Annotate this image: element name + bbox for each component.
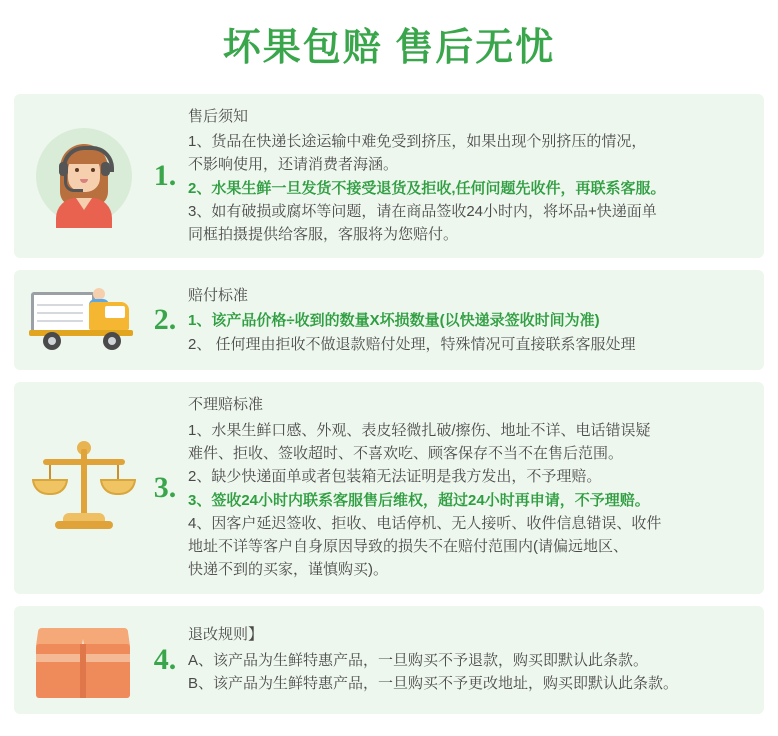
- section-line: 2、 任何理由拒收不做退款赔付处理，特殊情况可直接联系客服处理: [188, 335, 636, 353]
- section-line-highlight: 3、签收24小时内联系客服售后维权，超过24小时再申请，不予理赔。: [188, 491, 650, 509]
- section-text: [186, 394, 750, 581]
- section-number: [144, 106, 186, 247]
- section-number: [144, 618, 186, 702]
- section-line: 不影响使用，还请消费者海涵。: [188, 156, 399, 174]
- section-line: 2、缺少快递面单或者包装箱无法证明是我方发出，不予理赔。: [188, 468, 602, 486]
- section-after-sales-notice: [14, 94, 764, 259]
- section-heading: 赔付标准: [188, 286, 249, 304]
- section-number-label: 4.: [153, 642, 177, 676]
- section-line: 地址不详等客户自身原因导致的损失不在赔付范围内(请偏远地区、: [188, 538, 628, 556]
- section-line-highlight: 2、水果生鲜一旦发货不接受退货及拒收,任何问题先收件，再联系客服。: [188, 179, 666, 197]
- section-line: B、该产品为生鲜特惠产品，一旦购买不予更改地址，购买即默认此条款。: [188, 674, 679, 692]
- scales-balance-icon: [24, 394, 144, 581]
- section-text: [186, 106, 750, 247]
- page-title: 坏果包赔 售后无忧: [222, 27, 556, 69]
- section-non-claim-standard: [14, 382, 764, 593]
- section-return-change-rules: [14, 606, 764, 714]
- section-line: 同框拍摄提供给客服，客服将为您赔付。: [188, 226, 459, 244]
- section-line: A、该产品为生鲜特惠产品，一旦购买不予退款，购买即默认此条款。: [188, 651, 649, 669]
- section-text: [186, 282, 750, 358]
- section-number: [144, 394, 186, 581]
- section-heading: 不理赔标准: [188, 396, 264, 414]
- section-line-highlight: 1、该产品价格÷收到的数量X坏损数量(以快递录签收时间为准): [188, 312, 600, 330]
- section-heading: 售后须知: [188, 107, 249, 125]
- section-text: [186, 618, 750, 702]
- carton-box-icon: [24, 618, 144, 702]
- section-line: 快递不到的买家，谨慎购买)。: [188, 561, 388, 579]
- headset-operator-icon: [24, 106, 144, 247]
- section-number: [144, 282, 186, 358]
- section-number-label: 3.: [153, 470, 177, 504]
- section-heading: 退改规则】: [188, 626, 264, 644]
- section-line: 难件、拒收、签收超时、不喜欢吃、顾客保存不当不在售后范围。: [188, 445, 624, 463]
- delivery-truck-icon: [24, 282, 144, 358]
- section-number-label: 2.: [153, 303, 177, 337]
- section-number-label: 1.: [153, 158, 177, 192]
- section-line: 1、货品在快递长途运输中难免受到挤压，如果出现个别挤压的情况，: [188, 133, 647, 151]
- section-line: 3、如有破损或腐坏等问题，请在商品签收24小时内，将坏品+快递面单: [188, 202, 657, 220]
- section-line: 1、水果生鲜口感、外观、表皮轻微扎破/擦伤、地址不详、电话错误疑: [188, 421, 651, 439]
- section-compensation-standard: [14, 270, 764, 370]
- section-line: 4、因客户延迟签收、拒收、电话停机、无人接听、收件信息错误、收件: [188, 514, 662, 532]
